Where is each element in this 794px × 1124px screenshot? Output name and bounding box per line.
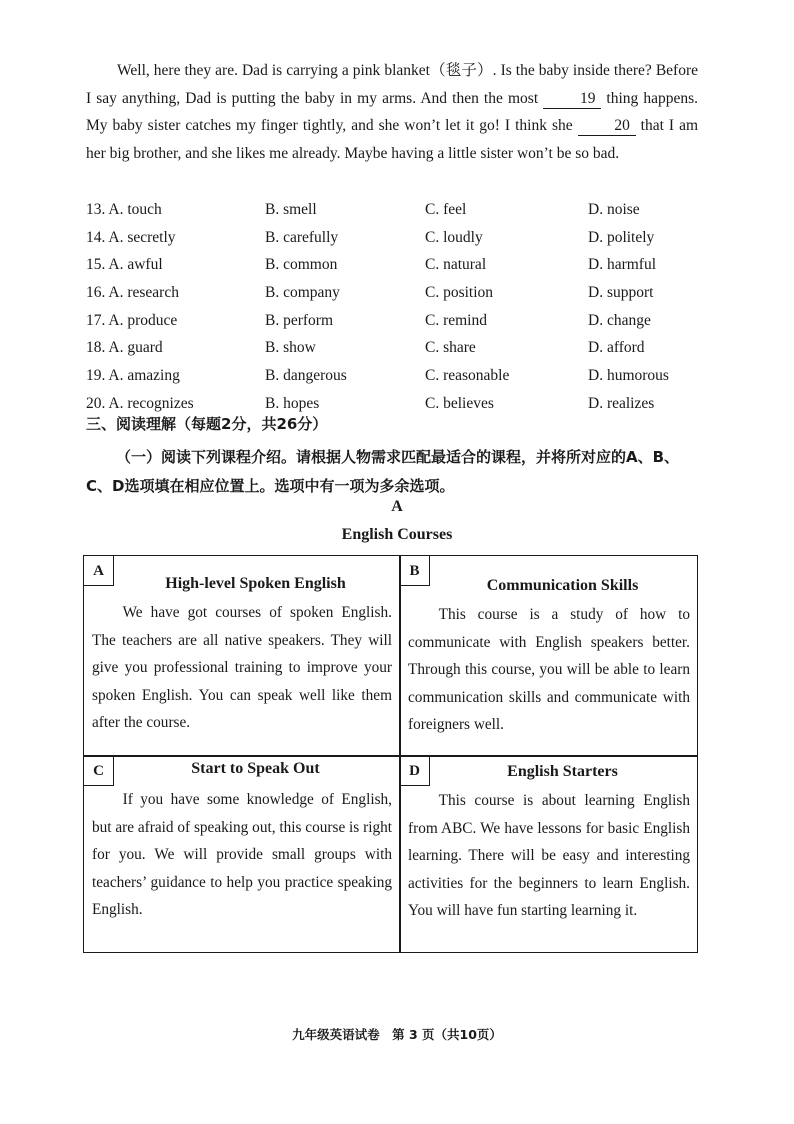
option-row-14: [86, 224, 698, 252]
instructions-text: （一）阅读下列课程介绍。请根据人物需求匹配最适合的课程，并将所对应的A、B、C、D选项填在相应位置上。选项中有一项为多余选项。: [86, 448, 680, 495]
option-row-18: [86, 334, 698, 362]
course-description-text: If you have some knowledge of English, but are afraid of speaking out, this course is right for you. We will provide small groups with teachers’ guidance to help you practice speaking English.: [92, 791, 392, 919]
option-d: D. support: [588, 283, 654, 301]
option-a: 16. A. research: [86, 283, 179, 301]
option-b: B. smell: [265, 200, 317, 218]
option-c: C. natural: [425, 256, 487, 274]
option-b: B. hopes: [265, 394, 320, 412]
option-row-13: [86, 196, 698, 224]
course-tag: C: [84, 756, 114, 786]
cloze-passage-ending: [86, 57, 698, 167]
option-c: C. position: [425, 283, 494, 301]
option-b: B. dangerous: [265, 366, 347, 384]
option-a: 18. A. guard: [86, 339, 163, 357]
course-cell-b: [400, 556, 697, 755]
option-d: D. humorous: [588, 366, 669, 384]
option-a: 13. A. touch: [86, 200, 162, 218]
option-row-19: [86, 362, 698, 390]
option-d: D. change: [588, 311, 651, 329]
option-a: 14. A. secretly: [86, 228, 176, 246]
course-tag: B: [400, 556, 430, 586]
course-description-text: This course is about learning English from ABC. We have lessons for basic English learning. There will be easy and interesting activities for the beginners to learn English. You will have fun starting learning it.: [408, 792, 690, 920]
option-row-16: [86, 279, 698, 307]
option-a: 19. A. amazing: [86, 366, 180, 384]
option-b: B. perform: [265, 311, 334, 329]
blank-19: 19: [543, 90, 601, 109]
course-table: [83, 555, 698, 953]
option-d: D. afford: [588, 339, 645, 357]
option-c: C. share: [425, 339, 476, 357]
course-cell-a: [84, 556, 399, 755]
course-title: High-level Spoken English: [165, 575, 346, 592]
option-c: C. remind: [425, 311, 487, 329]
course-cell-c: [84, 756, 399, 952]
option-b: B. company: [265, 283, 340, 301]
option-a: 20. A. recognizes: [86, 394, 194, 412]
option-c: C. feel: [425, 200, 467, 218]
answer-options: [86, 196, 698, 418]
passage-text-part1: Well, here they are. Dad is carrying a pink blanket（毯子）. Is the baby inside there? Before I say anything, Dad is putting the baby in my arms. And then the most: [86, 62, 698, 107]
course-description: [92, 786, 392, 924]
option-d: D. noise: [588, 200, 640, 218]
option-d: D. politely: [588, 228, 655, 246]
instructions: [86, 443, 698, 501]
blank-20: 20: [578, 117, 636, 136]
passage-text-part3: that I am her big brother, and she likes me already. Maybe having a little sister won’t be so bad.: [86, 117, 699, 162]
option-row-15: [86, 251, 698, 279]
option-c: C. believes: [425, 394, 494, 412]
option-b: B. common: [265, 256, 338, 274]
course-tag: A: [84, 556, 114, 586]
course-description-text: This course is a study of how to communicate with English speakers better. Through this course, you will be able to learn communication skills and communicate with foreigners well.: [408, 606, 690, 734]
option-b: B. show: [265, 339, 316, 357]
passage-letter: A: [391, 498, 403, 515]
passage-title: English Courses: [341, 526, 453, 543]
passage-text-part2: thing happens. My baby sister catches my finger tightly, and she won’t let it go! I think she: [86, 89, 699, 134]
course-description: [408, 787, 690, 925]
option-row-17: [86, 307, 698, 335]
course-title: English Starters: [507, 763, 618, 780]
course-tag: D: [400, 756, 430, 786]
option-d: D. harmful: [588, 256, 657, 274]
section-heading: 三、阅读理解（每题2分，共26分）: [86, 415, 328, 433]
course-cell-d: [400, 756, 697, 952]
option-c: C. reasonable: [425, 366, 510, 384]
course-title: Start to Speak Out: [191, 760, 320, 777]
course-description-text: We have got courses of spoken English. The teachers are all native speakers. They will give you professional training to improve your spoken English. You can speak well like them after the course.: [92, 604, 392, 732]
course-description: [408, 601, 690, 739]
course-description: [92, 599, 392, 737]
option-c: C. loudly: [425, 228, 483, 246]
option-d: D. realizes: [588, 394, 655, 412]
option-b: B. carefully: [265, 228, 339, 246]
page-footer: 九年级英语试卷 第 3 页（共10页）: [292, 1027, 502, 1042]
option-a: 17. A. produce: [86, 311, 178, 329]
course-title: Communication Skills: [486, 577, 639, 594]
option-a: 15. A. awful: [86, 256, 163, 274]
